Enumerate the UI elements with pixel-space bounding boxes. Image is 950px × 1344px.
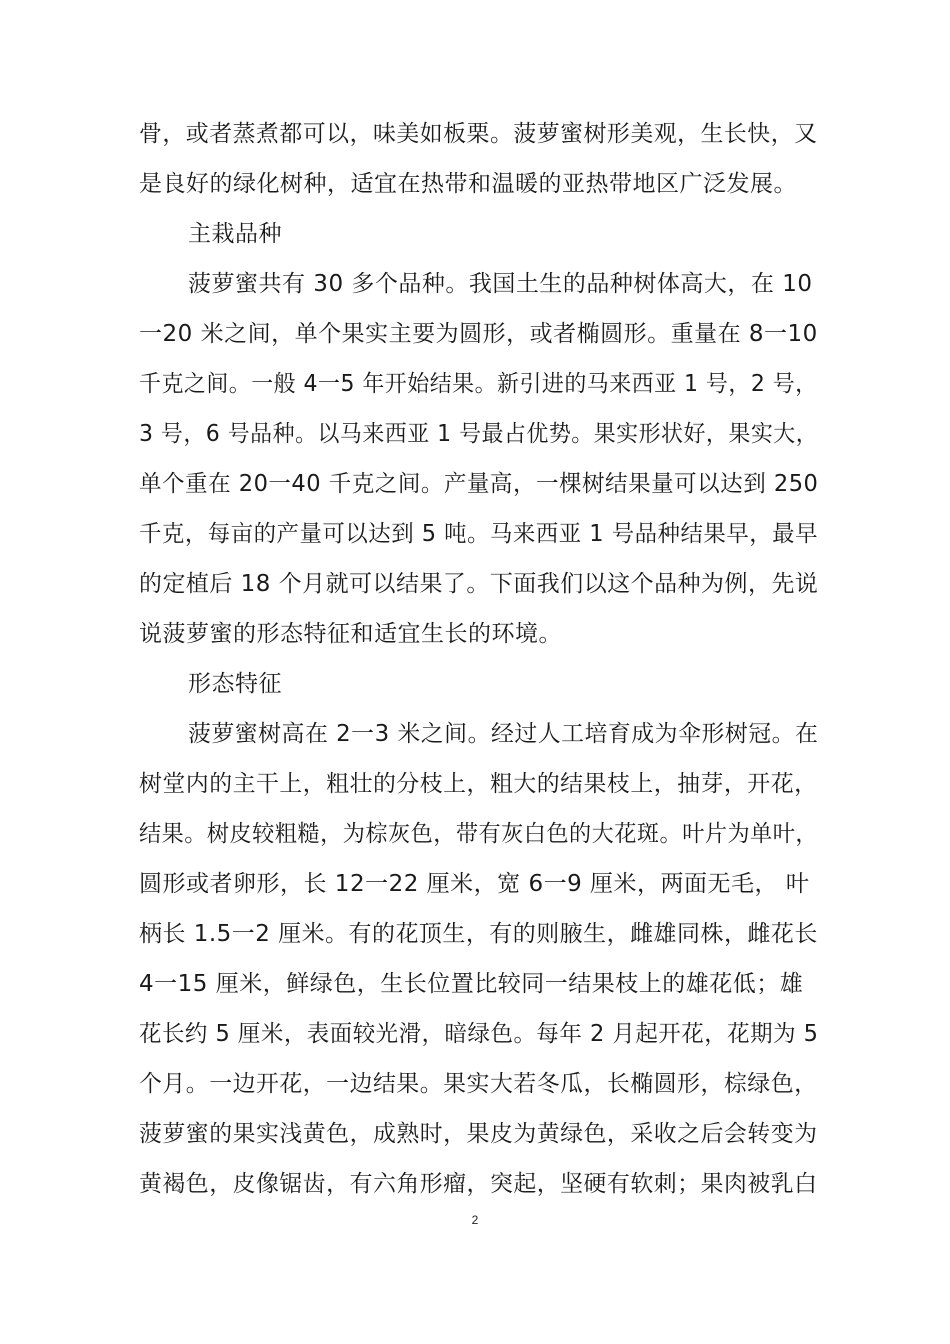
body-text-line: 黄褐色，皮像锯齿，有六角形瘤，突起，坚硬有软刺；果肉被乳白 — [139, 1171, 818, 1197]
section-heading: 形态特征 — [188, 671, 282, 697]
body-text-line: 菠萝蜜的果实浅黄色，成熟时，果皮为黄绿色，采收之后会转变为 — [139, 1121, 818, 1147]
body-text-line: 千克之间。一般 4一5 年开始结果。新引进的马来西亚 1 号，2 号， — [139, 371, 818, 397]
body-text-line: 个月。一边开花，一边结果。果实大若冬瓜，长椭圆形，棕绿色， — [139, 1071, 818, 1097]
body-text-line: 柄长 1.5一2 厘米。有的花顶生，有的则腋生，雌雄同株，雌花长 — [139, 921, 818, 947]
body-text-line: 一20 米之间，单个果实主要为圆形，或者椭圆形。重量在 8一10 — [139, 321, 818, 347]
body-text-line: 的定植后 18 个月就可以结果了。下面我们以这个品种为例，先说 — [139, 571, 819, 597]
body-text-line: 4一15 厘米，鲜绿色，生长位置比较同一结果枝上的雄花低；雄 — [139, 971, 804, 997]
body-text-line: 菠萝蜜共有 30 多个品种。我国土生的品种树体高大，在 10 — [188, 271, 813, 297]
body-text-line: 千克，每亩的产量可以达到 5 吨。马来西亚 1 号品种结果早，最早 — [139, 521, 819, 547]
body-text-line: 说菠萝蜜的形态特征和适宜生长的环境。 — [139, 621, 562, 647]
body-text-line: 单个重在 20一40 千克之间。产量高，一棵树结果量可以达到 250 — [139, 471, 819, 497]
body-text-line: 树堂内的主干上，粗壮的分枝上，粗大的结果枝上，抽芽，开花， — [139, 771, 818, 797]
page-number: 2 — [471, 1213, 479, 1227]
section-heading: 主栽品种 — [188, 221, 282, 247]
body-text-line: 圆形或者卵形，长 12一22 厘米，宽 6一9 厘米，两面无毛， 叶 — [139, 871, 810, 897]
body-text-line: 菠萝蜜树高在 2一3 米之间。经过人工培育成为伞形树冠。在 — [188, 721, 819, 747]
body-text-line: 花长约 5 厘米，表面较光滑，暗绿色。每年 2 月起开花，花期为 5 — [139, 1021, 819, 1047]
body-text-line: 是良好的绿化树种，适宜在热带和温暖的亚热带地区广泛发展。 — [139, 171, 797, 197]
body-text-line: 骨，或者蒸煮都可以，味美如板栗。菠萝蜜树形美观，生长快，又 — [139, 121, 818, 147]
body-text-line: 结果。树皮较粗糙，为棕灰色，带有灰白色的大花斑。叶片为单叶， — [139, 821, 818, 847]
body-text-line: 3 号，6 号品种。以马来西亚 1 号最占优势。果实形状好，果实大， — [139, 421, 819, 447]
